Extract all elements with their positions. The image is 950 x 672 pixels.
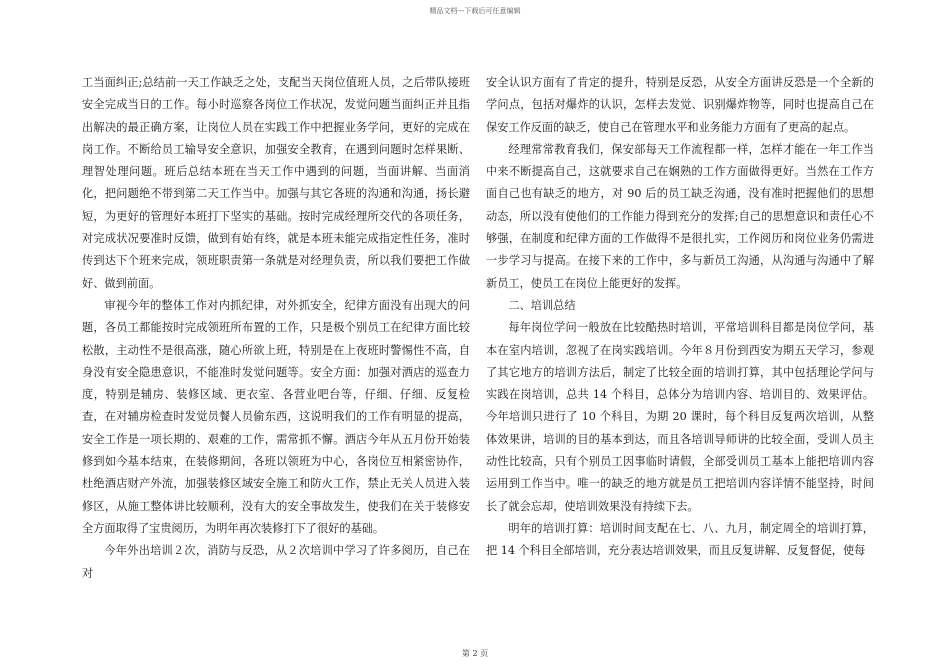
page-number: 第 2 页 bbox=[461, 649, 489, 658]
section-heading: 二、培训总结 bbox=[508, 298, 576, 312]
paragraph: 审视今年的整体工作对内抓纪律，对外抓安全，纪律方面没有出现大的问题，各员工都能按时完成领班所布置的工作，只是极个别员工在纪律方面比较松散，主动性不是很高涨，随心所欲上班，特别是在上夜班时警惕性不高，自身没有安全隐患意识，不能准时发觉问题等。安全方面：加强对酒店的巡查力度，特别是辅房、装修区域、更衣室、各营业吧台等，仔细、仔细、反复检查，在对辅房检查时发觉员餐人员偷东西，这说明我们的工作有明显的提高，安全工作是一项长期的、艰难的工作，需常抓不懈。酒店今年从五月份开始装修到如今基本结束，在装修期间，各班以领班为中心，各岗位互相紧密协作，杜绝酒店财产外流，加强装修区域安全施工和防火工作，禁止无关人员进入装修区，从施工整体讲比较顺利，没有大的安全事故发生，使我们在关于装修安全方面取得了宝贵阅历，为明年再次装修打下了很好的基础。 bbox=[82, 298, 470, 535]
paragraph: 每年岗位学问一般放在比较酷热时培训，平常培训科目都是岗位学问，基本在室内培训，忽视了在岗实践培训。今年８月份到西安为期五天学习，参观了其它地方的培训方法后，制定了比较全面的培训打算，其中包括理论学问与实践在岗培训，总共 14 个科目，总体分为培训内容、培训目的、效果评估。今年培训只进行了 10 个科目，为期 20 课时，每个科目反复两次培训，从整体效果讲，培训的目的基本到达，而且各培训导师讲的比较全面，受训人员主动性比较高，只有个别员工因事临时请假，全部受训员工基本上能把培训内容运用到工作当中。唯一的缺乏的地方就是员工把培训内容详情不能坚持，时间长了就会忘却，使培训效果没有持续下去。 bbox=[486, 321, 874, 513]
left-column bbox=[82, 72, 470, 585]
page-header: 精品文档---下载后可任意编辑 bbox=[429, 7, 521, 15]
paragraph: 经理常常教育我们，保安部每天工作流程都一样，怎样才能在一年工作当中来不断提高自己，这就要求自己在娴熟的工作方面做得更好。当然在工作方面自己也有缺乏的地方，对 90 后的员工缺乏沟通，没有准时把握他们的思想动态，所以没有使他们的工作能力得到充分的发挥;自己的思想意识和责任心不够强，在制度和纪律方面的工作做得不是很扎实，工作阅历和岗位业务仍需进一步学习与提高。在接下来的工作中，多与新员工沟通，从沟通与沟通中了解新员工，使员工在岗位上能更好的发挥。 bbox=[486, 142, 874, 290]
paragraph: 明年的培训打算：培训时间支配在七、八、九月，制定周全的培训打算，把 14 个科目全部培训，充分表达培训效果，而且反复讲解、反复督促，使每 bbox=[486, 521, 874, 558]
paragraph: 安全认识方面有了肯定的提升，特别是反恐，从安全方面讲反恐是一个全新的学问点，包括对爆炸的认识，怎样去发觉、识别爆炸物等，同时也提高自己在保安工作反面的缺乏，使自己在管理水平和业务能力方面有了更高的起点。 bbox=[486, 76, 874, 134]
paragraph: 工当面纠正;总结前一天工作缺乏之处，支配当天岗位值班人员，之后带队接班安全完成当日的工作。每小时巡察各岗位工作状况，发觉问题当面纠正并且指出解决的最正确方案，让岗位人员在实践工作中把握业务学问，更好的完成在岗工作。不断给员工输导安全意识，加强安全教育，在遇到问题时怎样果断、理智处理问题。班后总结本班在当天工作中遇到的问题，当面讲解、当面消化，把问题绝不带到第二天工作当中。加强与其它各班的沟通和沟通，扬长避短，为更好的管理好本班打下坚实的基础。按时完成经理所交代的各项任务，对完成状况要准时反馈，做到有始有终，就是本班未能完成指定性任务，准时传到达下个班来完成，领班职责第一条就是对经理负责，所以我们要把工作做好、做到前面。 bbox=[82, 76, 470, 290]
paragraph: 今年外出培训２次，消防与反恐，从２次培训中学习了许多阅历，自己在对 bbox=[82, 544, 470, 580]
right-column bbox=[486, 72, 874, 563]
